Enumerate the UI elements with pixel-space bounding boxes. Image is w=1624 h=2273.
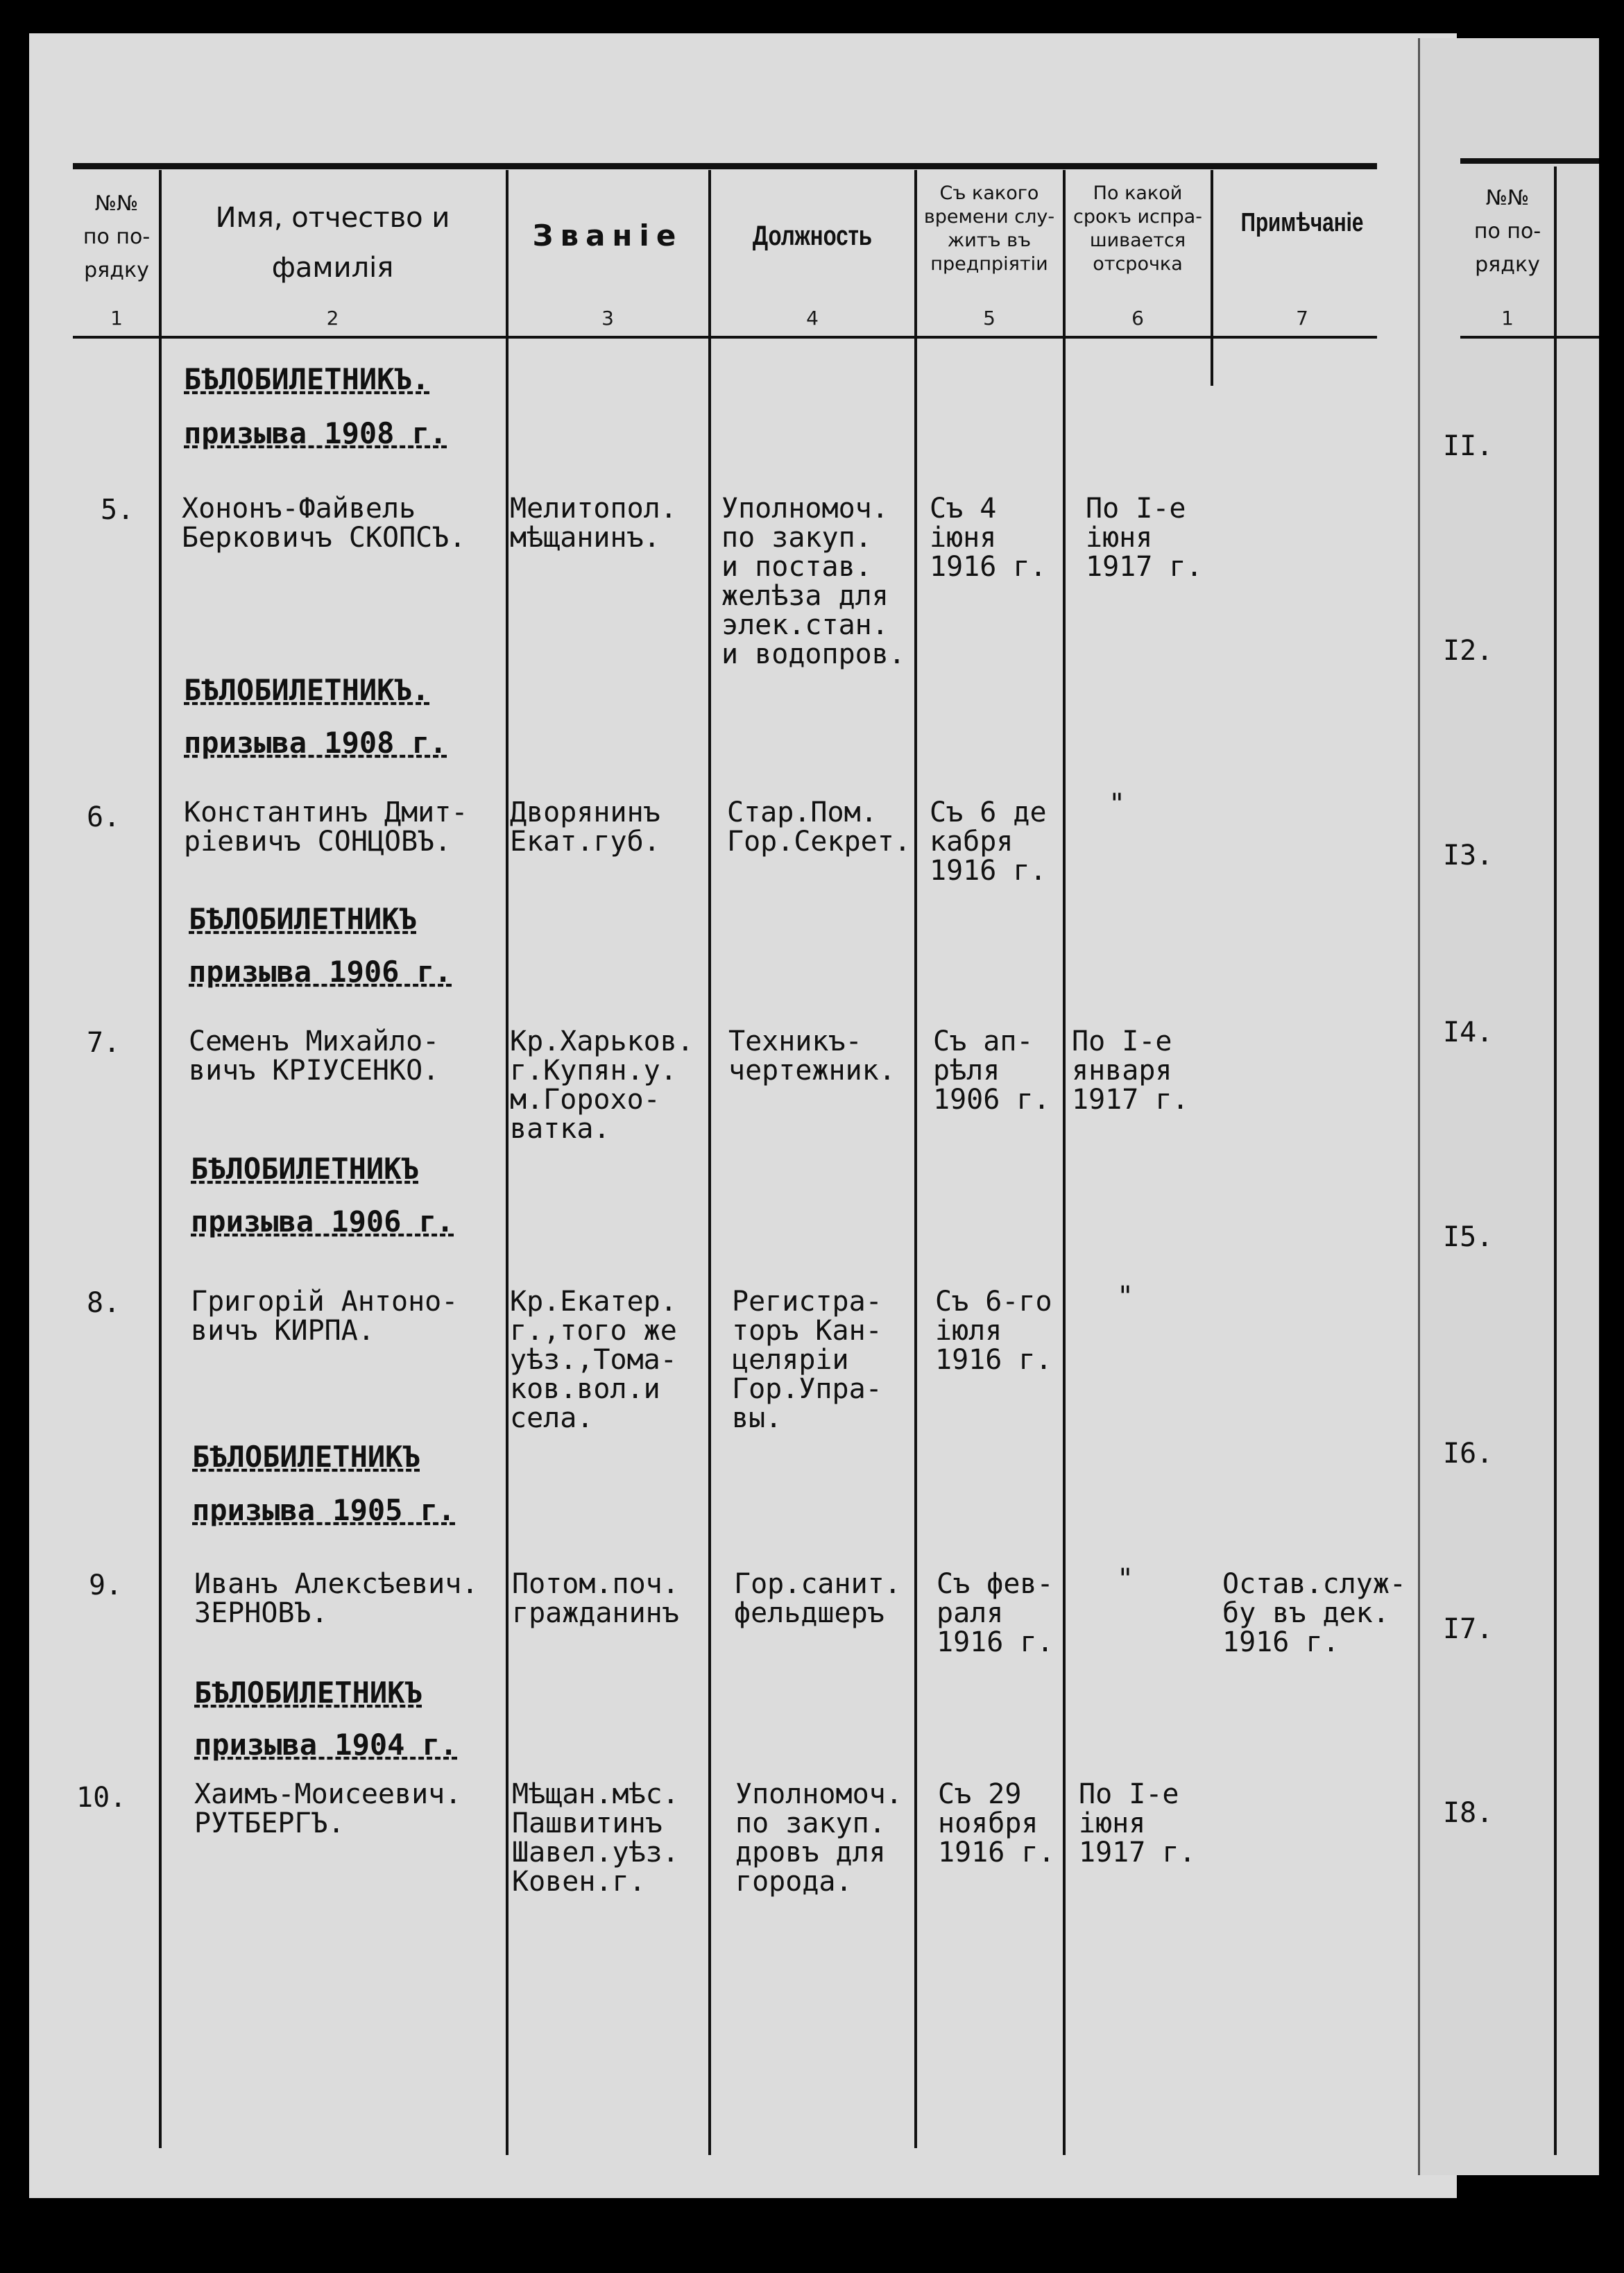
section-call-year: призыва 1908 г.: [184, 416, 447, 450]
service-since: Съ фев- раля 1916 г.: [937, 1568, 1054, 1658]
person-name: Григорій Антоно- вичъ КИРПА.: [191, 1286, 459, 1347]
page2-col-header-number: №№ по по- рядку: [1473, 186, 1541, 277]
row-number: 7.: [87, 1027, 121, 1059]
row-number: 9.: [89, 1569, 123, 1601]
top-rule: [73, 163, 1377, 169]
service-since: Съ 29 ноября 1916 г.: [938, 1778, 1055, 1868]
service-since: Съ 6-го іюля 1916 г.: [935, 1286, 1052, 1376]
page2-row-number: I7.: [1443, 1613, 1494, 1645]
section-category: БѢЛОБИЛЕТНИКЪ: [191, 1152, 419, 1186]
column-rule: [1063, 170, 1066, 2155]
adjacent-page-edge: [1418, 38, 1599, 2175]
column-rule: [506, 170, 508, 2155]
deferral-until: По I-е іюня 1917 г.: [1086, 493, 1203, 583]
person-name: Иванъ Алексѣевич. ЗЕРНОВЪ.: [194, 1568, 479, 1629]
col-number: 3: [601, 307, 614, 330]
col-number: 4: [806, 307, 819, 330]
person-name: Хаимъ-Моисеевич. РУТБЕРГЪ.: [194, 1778, 462, 1839]
section-call-year: призыва 1906 г.: [189, 955, 452, 989]
deferral-until: По I-е іюня 1917 г.: [1079, 1778, 1196, 1868]
person-post: Уполномоч. по закуп. дровъ для города.: [735, 1778, 903, 1898]
person-name: Константинъ Дмит- ріевичъ СОНЦОВЪ.: [184, 797, 468, 858]
deferral-until: ": [1117, 1281, 1134, 1313]
section-call-year: призыва 1904 г.: [194, 1728, 458, 1762]
col-header-name: Имя, отчество и фамилія: [215, 202, 450, 284]
col-header-since: Съ какого времени слу- житъ въ предпріятіи: [923, 182, 1055, 275]
section-category: БѢЛОБИЛЕТНИКЪ: [189, 902, 417, 936]
person-rank: Кр.Екатер. г.,того же уѣз.,Тома- ков.вол.и села.: [510, 1286, 677, 1434]
service-since: Съ 6 де кабря 1916 г.: [930, 797, 1047, 887]
col-number: 2: [326, 307, 339, 330]
person-post: Регистра- торъ Кан- целяріи Гор.Упра- вы.: [732, 1286, 882, 1434]
section-category: БѢЛОБИЛЕТНИКЪ.: [184, 673, 430, 707]
section-call-year: призыва 1906 г.: [191, 1204, 454, 1238]
col-number: 7: [1296, 307, 1308, 330]
column-rule: [159, 170, 162, 2148]
person-post: Техникъ- чертежник.: [728, 1025, 896, 1087]
service-since: Съ 4 іюня 1916 г.: [930, 493, 1047, 583]
section-call-year: призыва 1905 г.: [192, 1493, 456, 1527]
page2-row-number: I5.: [1443, 1221, 1494, 1253]
person-name: Семенъ Михайло- вичъ КРІУСЕНКО.: [189, 1025, 440, 1087]
person-rank: Потом.поч. гражданинъ: [512, 1568, 679, 1629]
col-header-until: По какой срокъ испра- шивается отсрочка: [1073, 182, 1202, 275]
col-header-number: №№ по по- рядку: [83, 191, 151, 282]
section-category: БѢЛОБИЛЕТНИКЪ: [194, 1676, 422, 1710]
column-rule: [1554, 167, 1557, 2155]
person-name: Хононъ-Файвель Берковичъ СКОПСЪ.: [182, 493, 466, 554]
deferral-until: По I-е января 1917 г.: [1072, 1025, 1189, 1116]
person-post: Гор.санит. фельдшеръ: [734, 1568, 901, 1629]
col-number: 5: [983, 307, 995, 330]
header-bottom-rule: [73, 336, 1377, 339]
person-rank: Мелитопол. мѣщанинъ.: [510, 493, 677, 554]
column-rule: [708, 170, 711, 2155]
deferral-until: ": [1109, 788, 1126, 820]
row-number: 5.: [101, 494, 135, 526]
deferral-until: ": [1117, 1563, 1134, 1595]
page2-col-number: 1: [1501, 307, 1514, 330]
person-post: Уполномоч. по закуп. и постав. желѣза для элек.стан. и водопров.: [721, 493, 905, 670]
col-number: 1: [110, 307, 123, 330]
person-post: Стар.Пом. Гор.Секрет.: [727, 797, 911, 858]
section-call-year: призыва 1908 г.: [184, 726, 447, 760]
note: Остав.служ- бу въ дек. 1916 г.: [1222, 1568, 1406, 1658]
column-rule: [914, 170, 917, 2148]
row-number: 10.: [76, 1782, 127, 1814]
column-rule: [1211, 170, 1213, 386]
row-number: 6.: [87, 801, 121, 833]
page2-row-number: I6.: [1443, 1438, 1494, 1470]
page2-row-number: I8.: [1443, 1797, 1494, 1829]
page2-header-bottom-rule: [1460, 336, 1599, 339]
col-header-rank: Званіе: [532, 219, 683, 253]
page2-top-rule: [1460, 158, 1599, 164]
col-number: 6: [1131, 307, 1144, 330]
page2-row-number: I3.: [1443, 840, 1494, 871]
col-header-note: Примѣчаніе: [1240, 208, 1364, 237]
row-number: 8.: [87, 1287, 121, 1319]
person-rank: Дворянинъ Екат.губ.: [510, 797, 660, 858]
page2-row-number: I4.: [1443, 1016, 1494, 1048]
person-rank: Кр.Харьков. г.Купян.у. м.Горохо- ватка.: [510, 1025, 694, 1145]
service-since: Съ ап- рѣля 1906 г.: [933, 1025, 1050, 1116]
section-category: БѢЛОБИЛЕТНИКЪ: [192, 1440, 420, 1474]
page2-row-number: I2.: [1443, 635, 1494, 667]
col-header-post: Должность: [752, 221, 873, 251]
section-category: БѢЛОБИЛЕТНИКЪ.: [184, 362, 430, 396]
person-rank: Мѣщан.мѣс. Пашвитинъ Шавел.уѣз. Ковен.г.: [512, 1778, 679, 1898]
page2-row-number: II.: [1443, 430, 1494, 462]
